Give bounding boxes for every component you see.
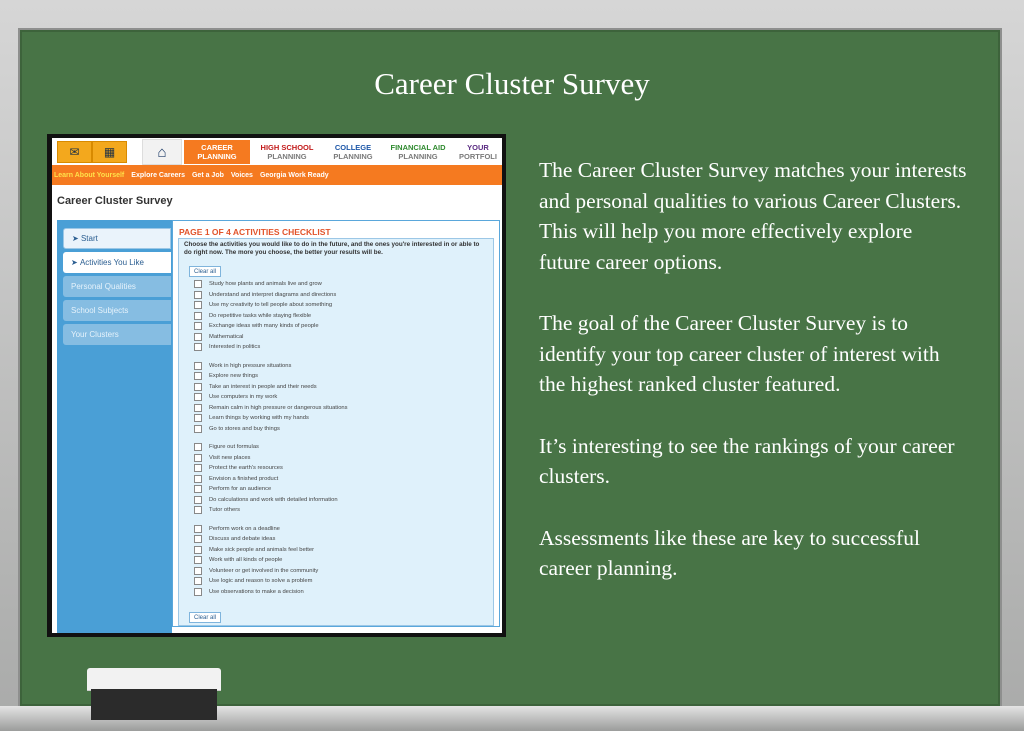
checkbox[interactable] [194,577,202,585]
checklist-item-label: Volunteer or get involved in the community [209,567,319,574]
checklist-item[interactable] [194,279,484,290]
checkbox[interactable] [194,393,202,401]
tab-college-planning[interactable]: COLLEGE PLANNING [333,143,373,161]
checklist-panel [172,220,500,627]
checklist-item-label: Do calculations and work with detailed information [209,496,338,503]
clear-all-button-bottom[interactable]: Clear all [189,612,221,623]
tab-high-school-planning[interactable]: HIGH SCHOOL PLANNING [260,143,314,161]
checkbox[interactable] [194,404,202,412]
arrow-right-icon: ➤ [72,234,81,243]
checklist-item[interactable] [194,342,484,353]
checkbox[interactable] [194,535,202,543]
checklist-item-label: Use observations to make a decision [209,588,304,595]
checkbox[interactable] [194,414,202,422]
panel-title: PAGE 1 OF 4 ACTIVITIES CHECKLIST [179,227,331,237]
checklist-group [194,524,484,598]
checklist-item[interactable] [194,453,484,464]
checklist-item[interactable] [194,321,484,332]
checkbox[interactable] [194,475,202,483]
checklist-group [194,361,484,435]
checklist-item-label: Use my creativity to tell people about something [209,302,333,309]
checklist-group [194,442,484,516]
arrow-right-icon: ➤ [71,258,80,267]
sidebar-item-personal-qualities[interactable]: Personal Qualities [63,276,171,297]
checklist-item[interactable] [194,403,484,414]
checklist-item[interactable] [194,534,484,545]
subnav-get-a-job[interactable]: Get a Job [191,171,224,179]
checkbox[interactable] [194,496,202,504]
checkbox[interactable] [194,454,202,462]
checklist-item[interactable] [194,392,484,403]
checklist-item-label: Perform for an audience [209,486,272,493]
checklist-item[interactable] [194,555,484,566]
checklist-item-label: Study how plants and animals live and grow [209,281,322,288]
checklist-item[interactable] [194,566,484,577]
eraser-block [91,689,217,720]
subnav-georgia-work-ready[interactable]: Georgia Work Ready [259,171,329,179]
checklist-item[interactable] [194,442,484,453]
activity-checklist [194,279,484,605]
survey-sidebar [57,220,172,633]
checklist-item[interactable] [194,545,484,556]
checklist-item[interactable] [194,371,484,382]
checklist-item[interactable] [194,382,484,393]
checkbox[interactable] [194,343,202,351]
checklist-item-label: Discuss and debate ideas [209,536,276,543]
checklist-item[interactable] [194,576,484,587]
checklist-item-label: Understand and interpret diagrams and directions [209,291,337,298]
sidebar-item-school-subjects[interactable]: School Subjects [63,300,171,321]
checklist-item-label: Mathematical [209,333,244,340]
checkbox[interactable] [194,333,202,341]
checklist-item-label: Work with all kinds of people [209,557,283,564]
checkbox[interactable] [194,567,202,575]
checklist-item-label: Envision a finished product [209,475,279,482]
checklist-item[interactable] [194,311,484,322]
checklist-item-label: Visit new places [209,454,251,461]
page-title: Career Cluster Survey [57,195,173,207]
checklist-item-label: Explore new things [209,373,258,380]
checklist-item[interactable] [194,332,484,343]
checklist-item-label: Use logic and reason to solve a problem [209,578,313,585]
paragraph-assessments: Assessments like these are key to successful career planning. [539,525,920,580]
checklist-item-label: Exchange ideas with many kinds of people [209,323,319,330]
checklist-item-label: Use computers in my work [209,394,278,401]
checklist-item-label: Tutor others [209,507,241,514]
checklist-item[interactable] [194,413,484,424]
slide-body [539,155,969,615]
tab-financial-aid-planning[interactable]: FINANCIAL AID PLANNING [390,143,446,161]
checkbox[interactable] [194,506,202,514]
mail-icon[interactable]: ✉ [57,141,92,163]
checkbox[interactable] [194,464,202,472]
checkbox[interactable] [194,301,202,309]
subnav-voices[interactable]: Voices [230,171,253,179]
checkbox[interactable] [194,362,202,370]
checklist-item[interactable] [194,474,484,485]
checklist-box [178,238,494,626]
tab-your-portfolio[interactable]: YOUR PORTFOLI [459,143,497,161]
checklist-item[interactable] [194,300,484,311]
checklist-item[interactable] [194,505,484,516]
checkbox[interactable] [194,485,202,493]
checklist-item-label: Learn things by working with my hands [209,415,309,422]
subnav-learn-about-yourself[interactable]: Learn About Yourself [54,171,125,179]
checkbox[interactable] [194,322,202,330]
checklist-item-label: Work in high pressure situations [209,362,292,369]
checklist-item-label: Protect the earth's resources [209,465,283,472]
checkbox[interactable] [194,312,202,320]
checklist-item[interactable] [194,587,484,598]
checklist-item-label: Make sick people and animals feel better [209,546,315,553]
checklist-item-label: Interested in politics [209,344,261,351]
checkbox[interactable] [194,291,202,299]
checkbox[interactable] [194,280,202,288]
home-icon[interactable]: ⌂ [142,139,182,165]
instructions: Choose the activities you would like to do in the future, and the ones you're interested in or able to do right now. The more you choose, the better your results will be. [184,241,480,256]
checkbox[interactable] [194,556,202,564]
checkbox[interactable] [194,372,202,380]
checklist-item-label: Do repetitive tasks while staying flexible [209,312,312,319]
checklist-item-label: Go to stores and buy things [209,425,280,432]
sidebar-item-your-clusters[interactable]: Your Clusters [63,324,171,345]
checklist-item[interactable] [194,424,484,435]
sub-navigation [52,165,502,185]
checklist-item[interactable] [194,463,484,474]
checklist-item-label: Figure out formulas [209,444,259,451]
checklist-item-label: Remain calm in high pressure or dangerous situations [209,404,348,411]
tab-career-planning[interactable]: CAREER PLANNING [184,140,250,164]
paragraph-rankings: It’s interesting to see the rankings of your career clusters. [539,433,955,488]
checklist-item[interactable] [194,484,484,495]
slide-title: Career Cluster Survey [374,66,650,101]
checkbox[interactable] [194,443,202,451]
checkbox[interactable] [194,383,202,391]
checklist-group [194,279,484,353]
subnav-explore-careers[interactable]: Explore Careers [131,171,185,179]
checklist-item-label: Take an interest in people and their needs [209,383,317,390]
checklist-item[interactable] [194,361,484,372]
top-navigation [52,138,502,166]
checkbox[interactable] [194,546,202,554]
checklist-item[interactable] [194,524,484,535]
paragraph-goal: The goal of the Career Cluster Survey is to identify your top career cluster of interest with the highest ranked cluster featured. [539,311,940,396]
survey-screenshot [47,134,506,637]
paragraph-intro: The Career Cluster Survey matches your interests and personal qualities to various Career Clusters. This will help you more effectively explore future career options. [539,158,967,274]
checkbox[interactable] [194,425,202,433]
eraser-felt [87,668,221,690]
calendar-icon[interactable]: ▦ [92,141,127,163]
screenshot-page [52,138,502,633]
clear-all-button[interactable]: Clear all [189,266,221,277]
sidebar-item-activities[interactable]: ➤ Activities You Like [63,252,171,273]
checklist-item-label: Perform work on a deadline [209,525,280,532]
checklist-item[interactable] [194,495,484,506]
checkbox[interactable] [194,525,202,533]
sidebar-item-start[interactable]: ➤ Start [63,228,171,249]
checkbox[interactable] [194,588,202,596]
checklist-item[interactable] [194,290,484,301]
